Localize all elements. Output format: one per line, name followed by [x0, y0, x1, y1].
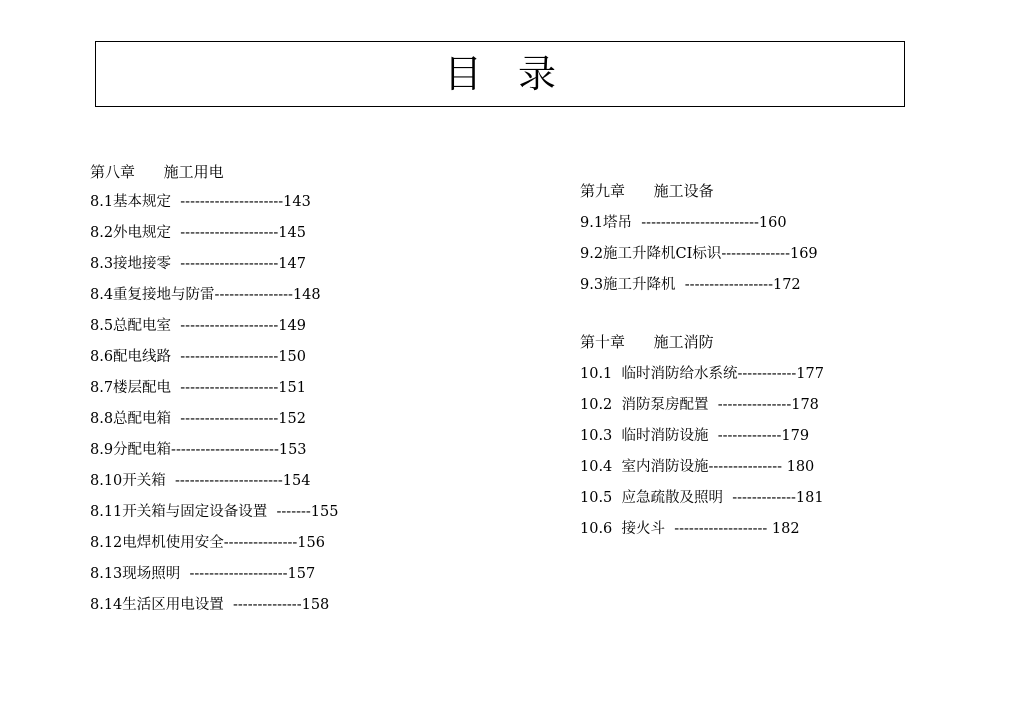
toc-left-column: [90, 161, 420, 621]
toc-entry: 10.6 接火斗 ------------------- 182: [580, 521, 800, 537]
chapter-10-section: [580, 331, 910, 545]
toc-entry: 8.8总配电箱 --------------------152: [90, 411, 306, 427]
chapter-heading-9: 第九章 施工设备: [580, 182, 714, 200]
toc-entry: 8.12电焊机使用安全---------------156: [90, 535, 325, 551]
toc-entry: 9.1塔吊 ------------------------160: [580, 215, 787, 231]
toc-entry: 8.9分配电箱----------------------153: [90, 442, 307, 458]
toc-entry: 9.3施工升降机 ------------------172: [580, 277, 801, 293]
chapter-heading-8: 第八章 施工用电: [90, 163, 224, 181]
page-title: 目录: [443, 52, 592, 96]
toc-entry: 8.4重复接地与防雷----------------148: [90, 287, 321, 303]
toc-entry: 8.6配电线路 --------------------150: [90, 349, 306, 365]
toc-entry: 8.3接地接零 --------------------147: [90, 256, 306, 272]
toc-entry: 8.1基本规定 ---------------------143: [90, 194, 311, 210]
toc-entry: 10.5 应急疏散及照明 -------------181: [580, 490, 824, 506]
toc-entry: 8.10开关箱 ----------------------154: [90, 473, 311, 489]
toc-entry: 10.4 室内消防设施--------------- 180: [580, 459, 815, 475]
chapter-heading-10: 第十章 施工消防: [580, 333, 714, 351]
toc-entry: 9.2施工升降机CI标识--------------169: [580, 246, 818, 262]
toc-entry: 8.13现场照明 --------------------157: [90, 566, 316, 582]
toc-entry: 8.7楼层配电 --------------------151: [90, 380, 306, 396]
toc-right-column: [580, 180, 910, 545]
toc-entry: 8.2外电规定 --------------------145: [90, 225, 306, 241]
toc-entry: 10.3 临时消防设施 -------------179: [580, 428, 810, 444]
toc-entry: 8.14生活区用电设置 --------------158: [90, 597, 330, 613]
toc-entry: 10.2 消防泵房配置 ---------------178: [580, 397, 819, 413]
toc-entry: 10.1 临时消防给水系统------------177: [580, 366, 824, 382]
title-box: [95, 41, 905, 107]
toc-entry: 8.5总配电室 --------------------149: [90, 318, 306, 334]
toc-entry: 8.11开关箱与固定设备设置 -------155: [90, 504, 339, 520]
